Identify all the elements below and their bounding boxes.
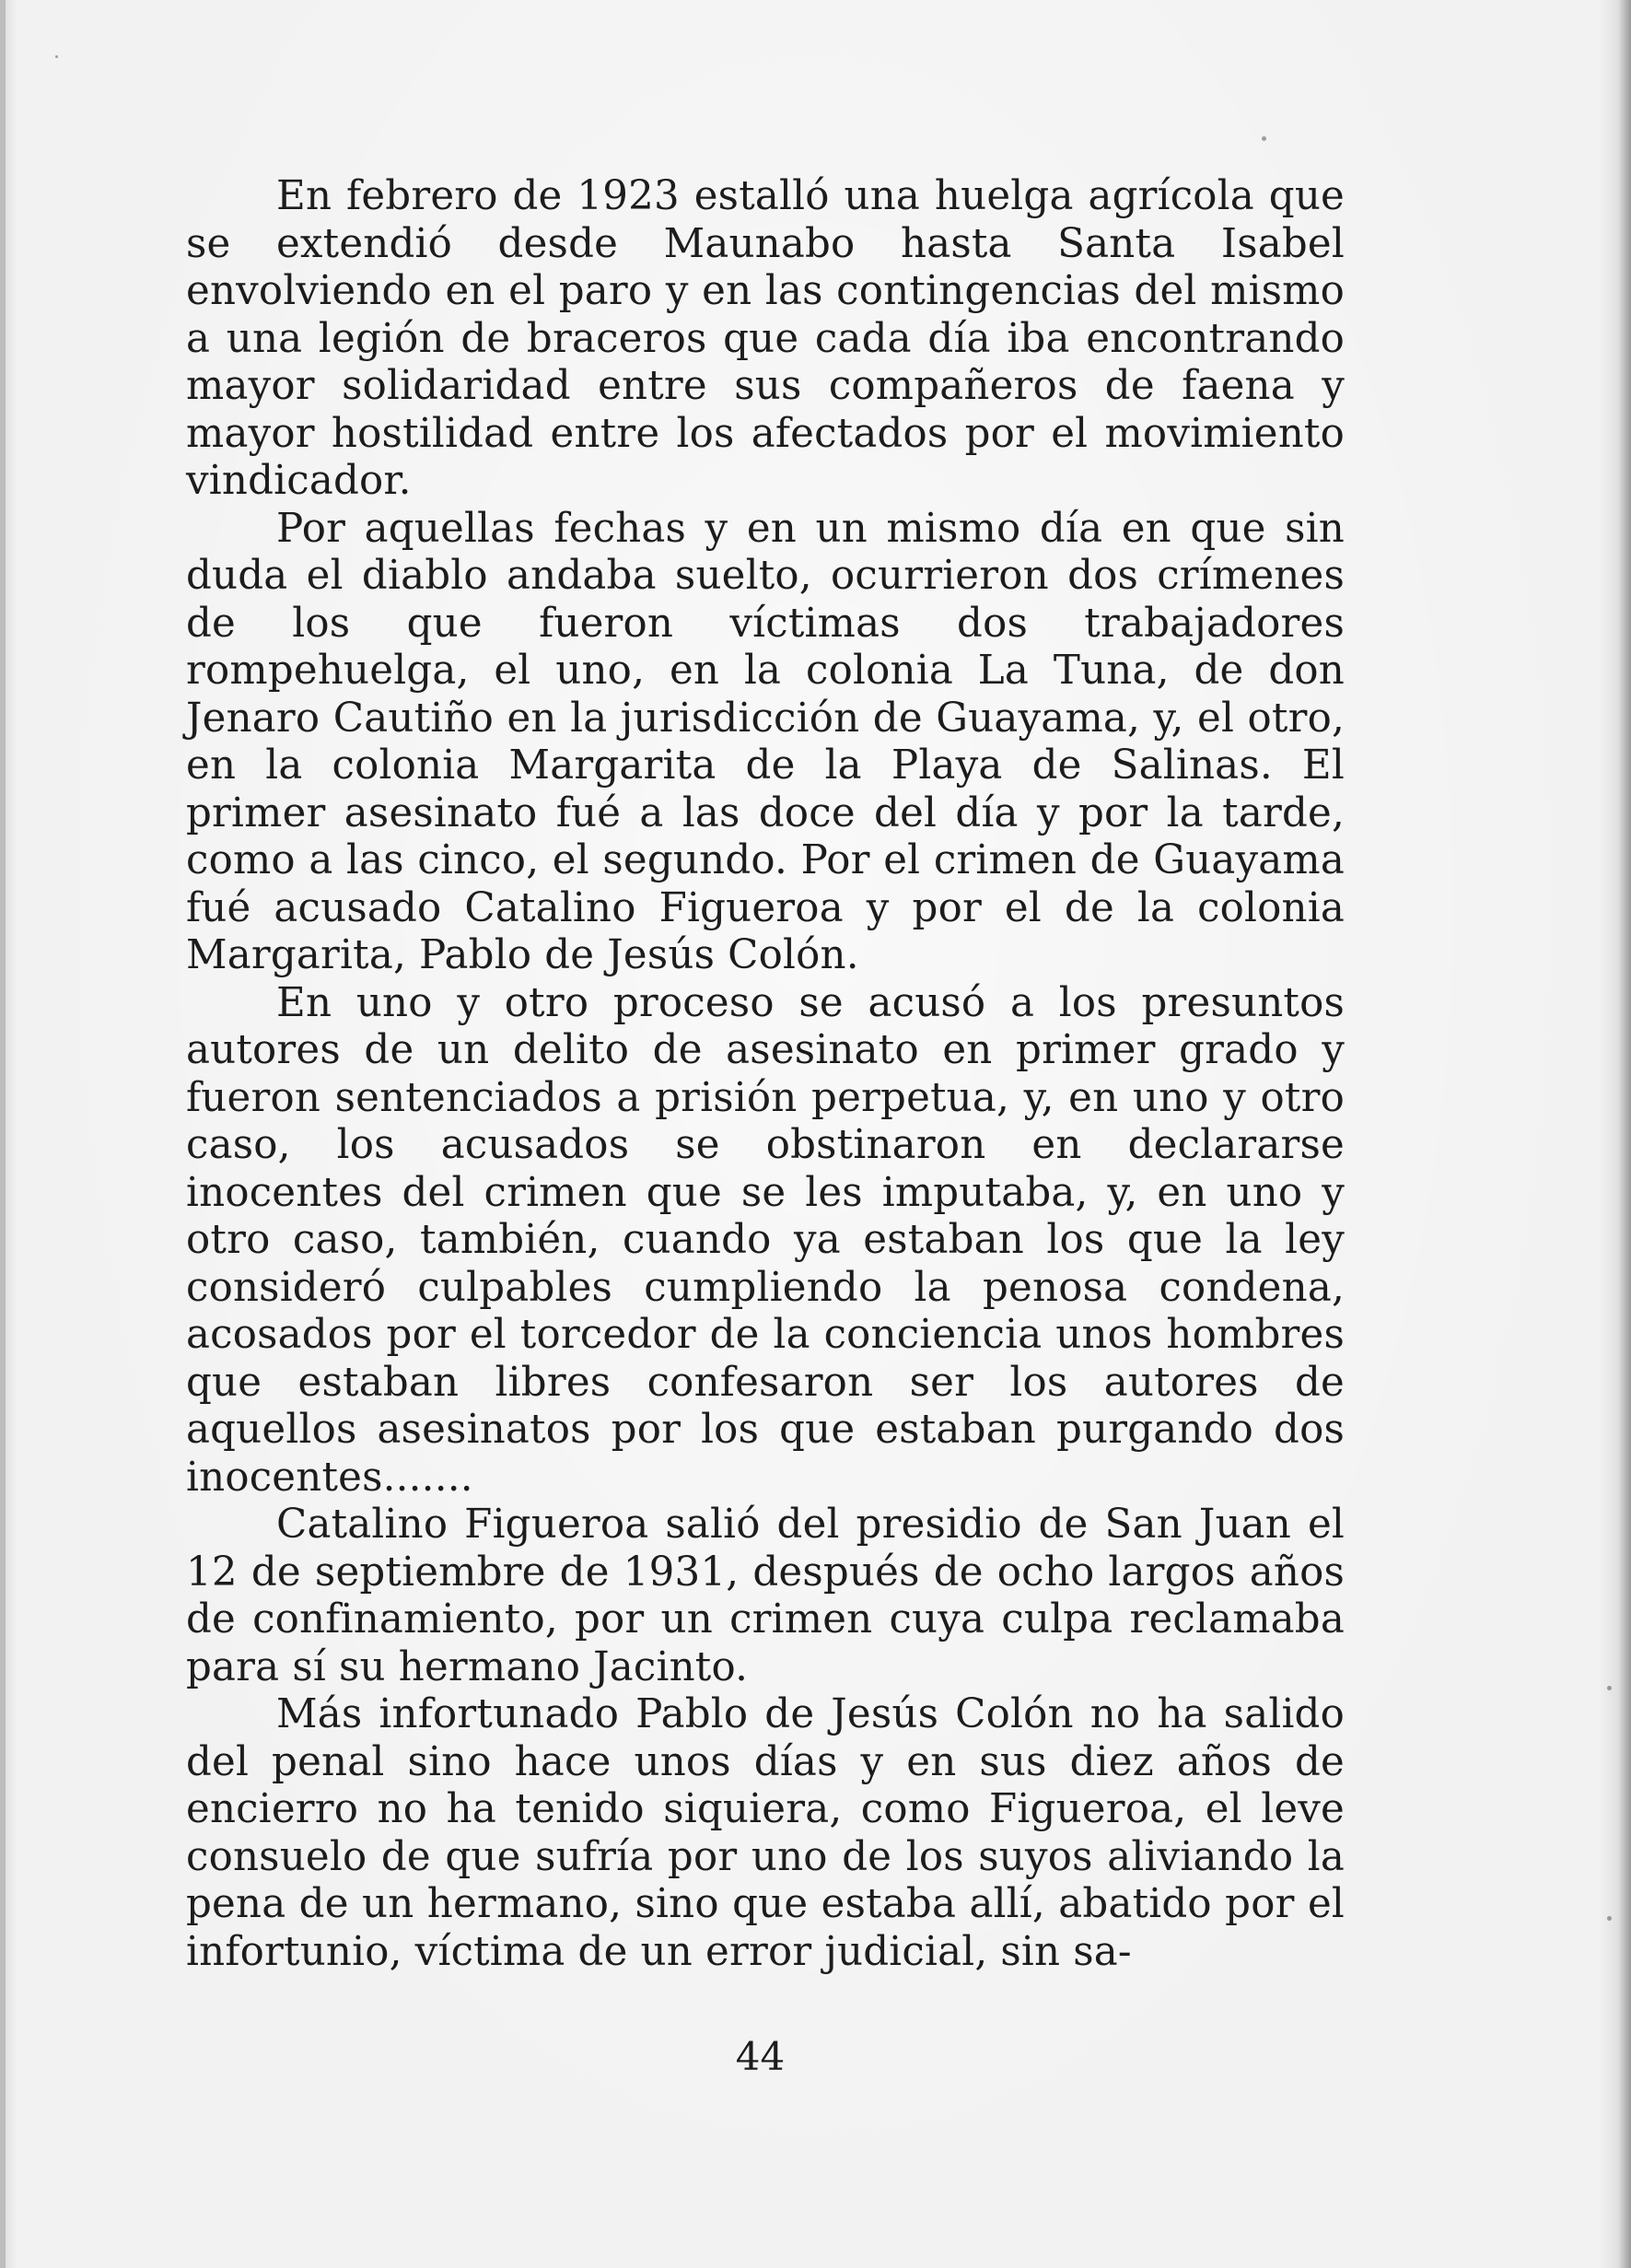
page-right-edge xyxy=(1618,0,1631,2268)
body-text xyxy=(186,173,1345,1976)
paper-speck xyxy=(1607,1916,1612,1921)
paragraph: En febrero de 1923 estalló una huelga agrícola que se extendió desde Maunabo hasta Santa Isabel envolviendo en el paro y en las contingencias del mismo a una legión de braceros que cada día iba encontrando mayor solidaridad entre sus compañeros de faena y mayor hostilidad entre los afectados por el movimiento vindicador. xyxy=(186,173,1345,504)
paragraph: Más infortunado Pablo de Jesús Colón no ha salido del penal sino hace unos días y en sus diez años de encierro no ha tenido siquiera, como Figueroa, el leve consuelo de que sufría por uno de los suyos aliviando la pena de un hermano, sino que estaba allí, abatido por el infortunio, víctima de un error judicial, sin sa- xyxy=(186,1691,1345,1975)
paragraph: Por aquellas fechas y en un mismo día en que sin duda el diablo andaba suelto, ocurrieron dos crímenes de los que fueron víctimas dos trabajadores rompehuelga, el uno, en la colonia La Tuna, de don Jenaro Cautiño en la jurisdicción de Guayama, y, el otro, en la colonia Margarita de la Playa de Salinas. El primer asesinato fué a las doce del día y por la tarde, como a las cinco, el segundo. Por el crimen de Guayama fué acusado Catalino Figueroa y por el de la colonia Margarita, Pablo de Jesús Colón. xyxy=(186,505,1345,978)
paragraph: Catalino Figueroa salió del presidio de San Juan el 12 de septiembre de 1931, después de ocho largos años de confinamiento, por un crimen cuya culpa reclamaba para sí su hermano Jacinto. xyxy=(186,1502,1345,1690)
page-number: 44 xyxy=(735,2034,786,2079)
paragraph: En uno y otro proceso se acusó a los presuntos autores de un delito de asesinato en primer grado y fueron sentenciados a prisión perpetua, y, en uno y otro caso, los acusados se obstinaron en declararse inocentes del crimen que se les imputaba, y, en uno y otro caso, también, cuando ya estaban los que la ley consideró culpables cumpliendo la penosa condena, acosados por el torcedor de la conciencia unos hombres que estaban libres confesaron ser los autores de aquellos asesinatos por los que estaban purgando dos inocentes....... xyxy=(186,979,1345,1501)
page-left-edge xyxy=(0,0,6,2268)
paper-speck xyxy=(55,55,58,58)
paper-speck xyxy=(1262,136,1266,141)
paper-speck xyxy=(1607,1686,1612,1690)
